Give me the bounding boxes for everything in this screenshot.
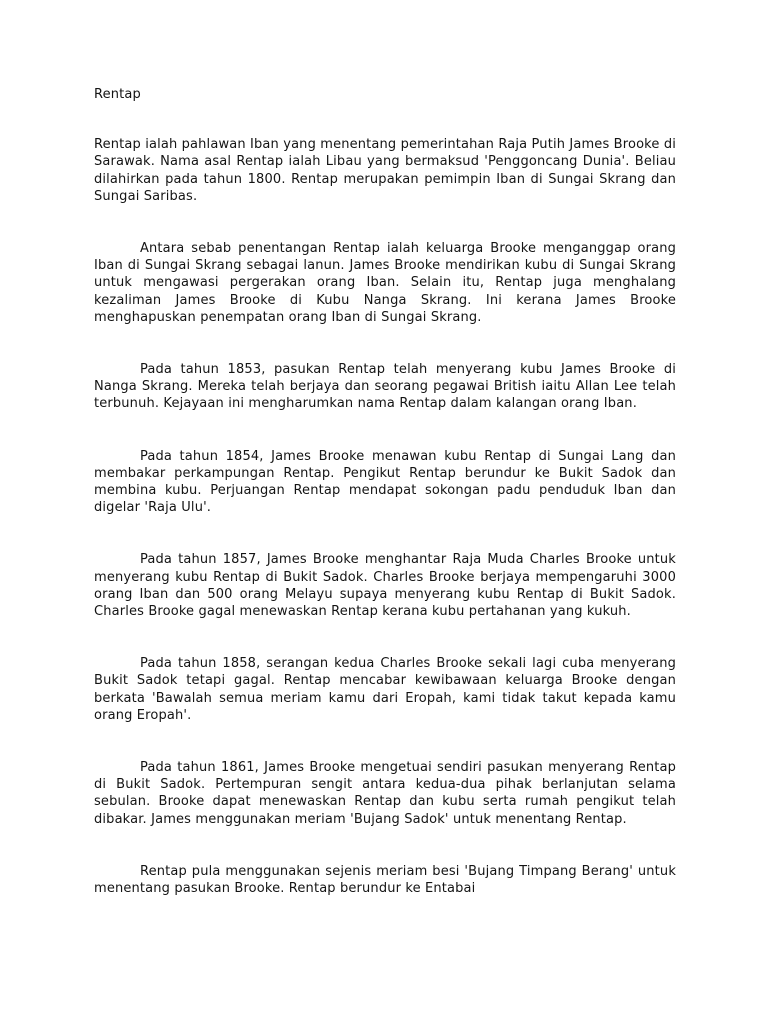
paragraph-5: Pada tahun 1857, James Brooke menghantar Raja Muda Charles Brooke untuk menyerang kubu Rentap di Bukit Sadok. Charles Brooke berjaya mempengaruhi 3000 orang Iban dan 500 orang Melayu supaya menyerang kubu Rentap di Bukit Sadok. Charles Brooke gagal menewaskan Rentap kerana kubu pertahanan yang kukuh. <box>94 552 676 620</box>
paragraph-6: Pada tahun 1858, serangan kedua Charles Brooke sekali lagi cuba menyerang Bukit Sadok tetapi gagal. Rentap mencabar kewibawaan keluarga Brooke dengan berkata 'Bawalah semua meriam kamu dari Eropah, kami tidak takut kepada kamu orang Eropah'. <box>94 656 676 723</box>
paragraph-3: Pada tahun 1853, pasukan Rentap telah menyerang kubu James Brooke di Nanga Skrang. Mereka telah berjaya dan seorang pegawai British iaitu Allan Lee telah terbunuh. Kejayaan ini mengharumkan nama Rentap dalam kalangan orang Iban. <box>94 362 676 412</box>
paragraph-1: Rentap ialah pahlawan Iban yang menentang pemerintahan Raja Putih James Brooke di Sarawak. Nama asal Rentap ialah Libau yang bermaksud 'Penggoncang Dunia'. Beliau dilahirkan pada tahun 1800. Rentap merupakan pemimpin Iban di Sungai Skrang dan Sungai Saribas. <box>94 137 676 204</box>
paragraph-7: Pada tahun 1861, James Brooke mengetuai sendiri pasukan menyerang Rentap di Bukit Sadok. Pertempuran sengit antara kedua-dua pihak berlanjutan selama sebulan. Brooke dapat menewaskan Rentap dan kubu serta rumah pengikut telah dibakar. James menggunakan meriam 'Bujang Sadok' untuk menentang Rentap. <box>94 760 676 827</box>
document-page <box>94 86 676 932</box>
paragraph-8: Rentap pula menggunakan sejenis meriam besi 'Bujang Timpang Berang' untuk menentang pasukan Brooke. Rentap berundur ke Entabai <box>94 863 676 897</box>
paragraph-2: Antara sebab penentangan Rentap ialah keluarga Brooke menganggap orang Iban di Sungai Skrang sebagai lanun. James Brooke mendirikan kubu di Sungai Skrang untuk mengawasi pergerakan orang Iban. Selain itu, Rentap juga menghalang kezaliman James Brooke di Kubu Nanga Skrang. Ini kerana James Brooke menghapuskan penempatan orang Iban di Sungai Skrang. <box>94 241 676 325</box>
document-title: Rentap <box>94 87 141 102</box>
paragraph-4: Pada tahun 1854, James Brooke menawan kubu Rentap di Sungai Lang dan membakar perkampungan Rentap. Pengikut Rentap berundur ke Bukit Sadok dan membina kubu. Perjuangan Rentap mendapat sokongan padu penduduk Iban dan digelar 'Raja Ulu'. <box>94 448 676 516</box>
